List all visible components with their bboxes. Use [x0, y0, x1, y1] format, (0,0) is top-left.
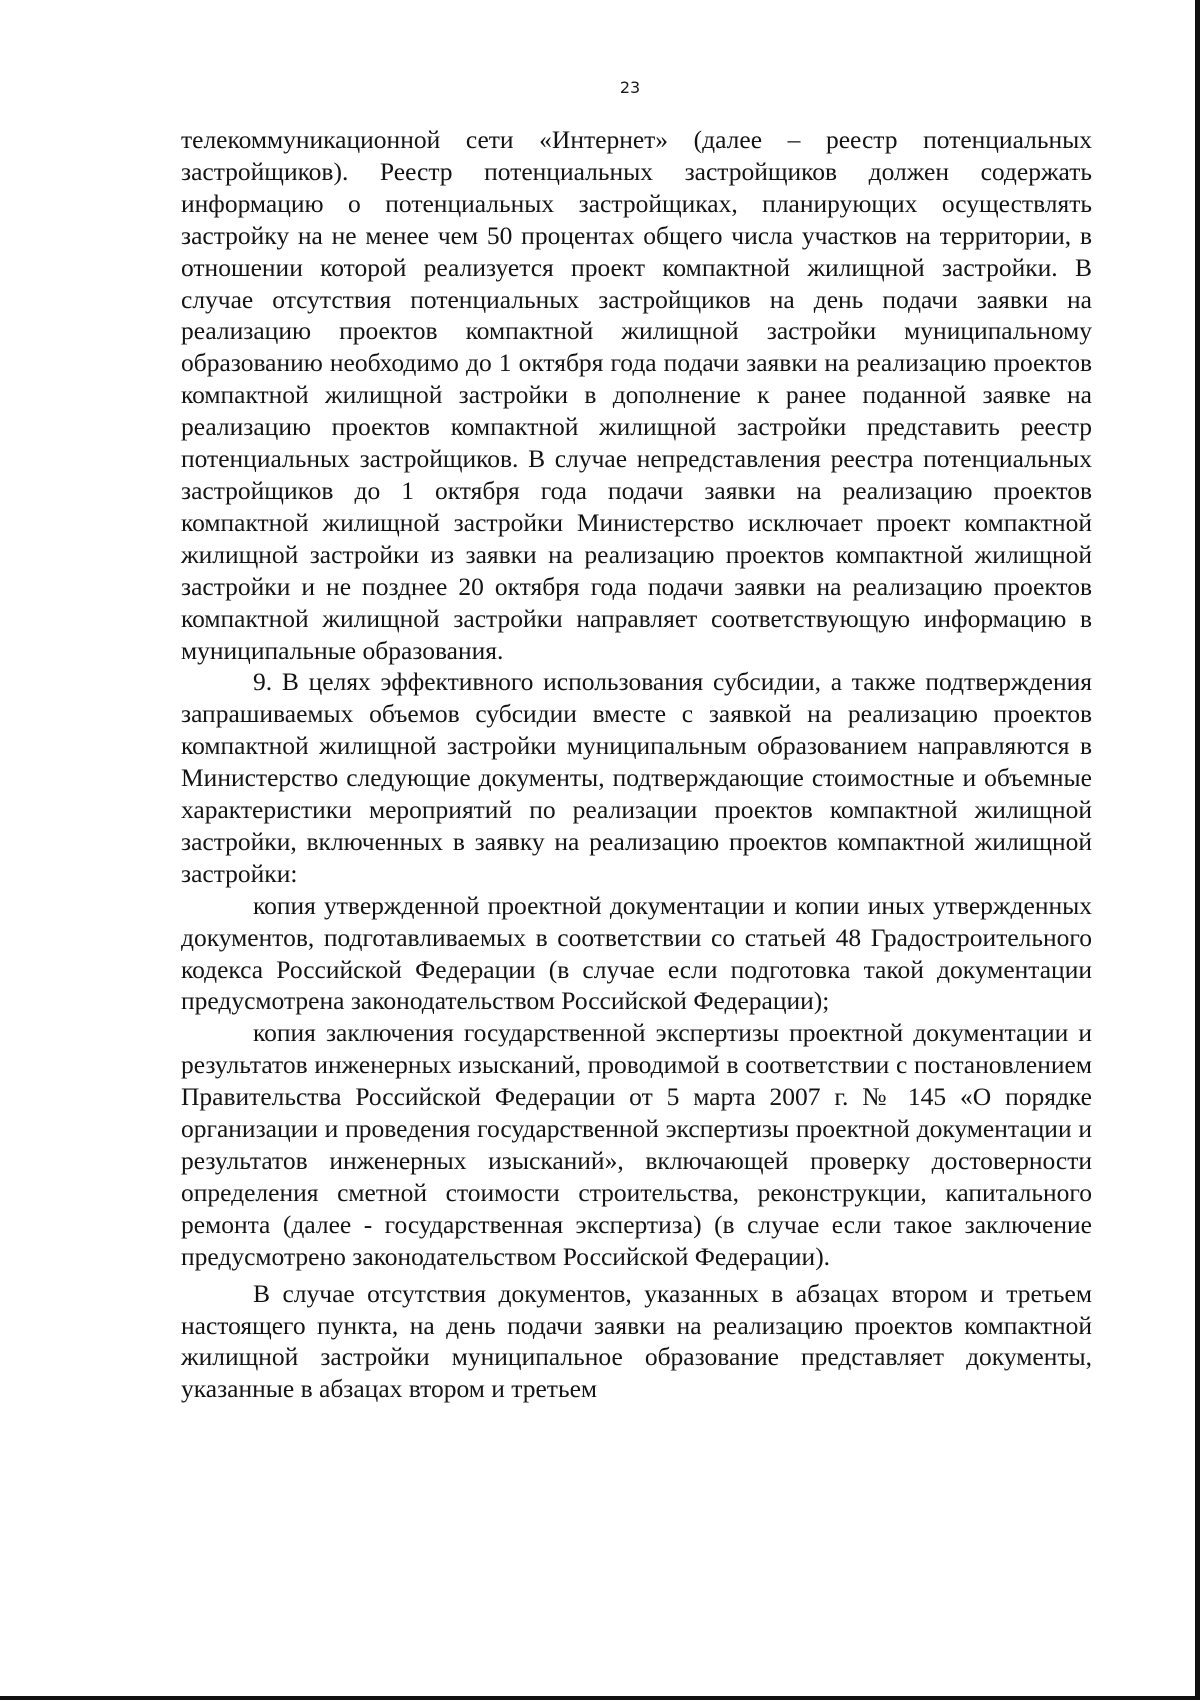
- paragraph-item-9: 9. В целях эффективного использования субсидии, а также подтверждения запрашиваемых объемов субсидии вместе с заявкой на реализацию проектов компактной жилищной застройки муниципальным образованием направляются в Министерство следующие документы, подтверждающие стоимостные и объемные характеристики мероприятий по реализации проектов компактной жилищной застройки, включенных в заявку на реализацию проектов компактной жилищной застройки:: [181, 667, 1092, 888]
- paragraph-registry-continuation: телекоммуникационной сети «Интернет» (далее – реестр потенциальных застройщиков). Реестр потенциальных застройщиков должен содержать информацию о потенциальных застройщиках, планирующих осуществлять застройку на не менее чем 50 процентах общего числа участков на территории, в отношении которой реализуется проект компактной жилищной застройки. В случае отсутствия потенциальных застройщиков на день подачи заявки на реализацию проектов компактной жилищной застройки муниципальному образованию необходимо до 1 октября года подачи заявки на реализацию проектов компактной жилищной застройки в дополнение к ранее поданной заявке на реализацию проектов компактной жилищной застройки представить реестр потенциальных застройщиков. В случае непредставления реестра потенциальных застройщиков до 1 октября года подачи заявки на реализацию проектов компактной жилищной застройки Министерство исключает проект компактной жилищной застройки из заявки на реализацию проектов компактной жилищной застройки и не позднее 20 октября года подачи заявки на реализацию проектов компактной жилищной застройки направляет соответствующую информацию в муниципальные образования.: [181, 125, 1092, 665]
- document-body: [181, 124, 1092, 1405]
- scan-edge-bottom: [0, 1696, 1200, 1700]
- paragraph-state-expertise: копия заключения государственной экспертизы проектной документации и результатов инженерных изысканий, проводимой в соответствии с постановлением Правительства Российской Федерации от 5 марта 2007 г. № 145 «О порядке организации и проведения государственной экспертизы проектной документации и результатов инженерных изысканий», включающей проверку достоверности определения сметной стоимости строительства, реконструкции, капитального ремонта (далее - государственная экспертиза) (в случае если такое заключение предусмотрено законодательством Российской Федерации).: [181, 1018, 1092, 1271]
- scan-edge-right: [1195, 0, 1200, 1700]
- paragraph-project-documentation: копия утвержденной проектной документации и копии иных утвержденных документов, подготавливаемых в соответствии со статьей 48 Градостроительного кодекса Российской Федерации (в случае если подготовка такой документации предусмотрена законодательством Российской Федерации);: [181, 890, 1092, 1016]
- page-number: 23: [619, 78, 641, 97]
- paragraph-missing-documents: В случае отсутствия документов, указанных в абзацах втором и третьем настоящего пункта, на день подачи заявки на реализацию проектов компактной жилищной застройки муниципальное образование представляет документы, указанные в абзацах втором и третьем: [181, 1278, 1092, 1404]
